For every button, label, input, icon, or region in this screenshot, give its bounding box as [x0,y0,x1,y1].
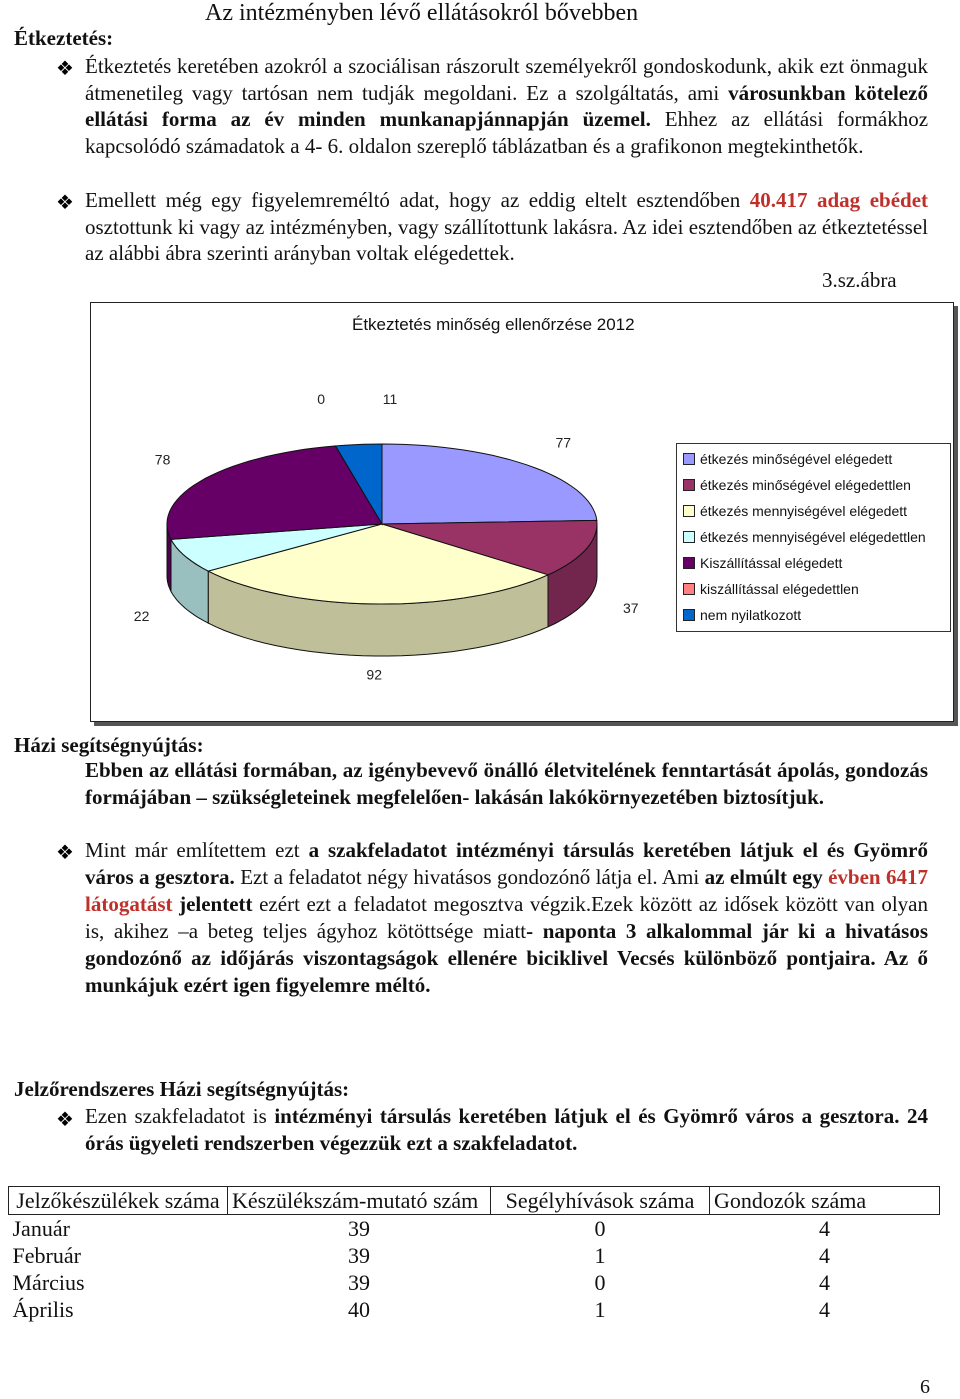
legend-swatch [683,453,695,465]
legend-swatch [683,479,695,491]
table-cell: 4 [819,1270,830,1295]
data-label: 77 [555,434,572,451]
data-label: 78 [154,451,171,468]
legend-label: Kiszállítással elégedett [700,555,843,571]
table-header-cell: Jelzőkészülékek száma [9,1187,228,1215]
legend-entry [683,477,911,493]
etkeztetes-paragraph-2: Emellett még egy figyelemreméltó adat, hogy az eddig eltelt esztendőben 40.417 adag ebédet osztottunk ki vagy az intézményben, vagy szállítottunk lakásra. Az idei esztendőben az étkeztetéssel az alábbi ábra szerinti arányban voltak elégedettek. [85,188,929,265]
bullet-icon: ❖ [56,1107,74,1131]
legend-entry [683,581,859,597]
legend-swatch [683,505,695,517]
chart-legend [676,443,951,632]
chart-title: Étkeztetés minőség ellenőrzése 2012 [352,315,635,334]
table-cell: 1 [594,1297,606,1322]
legend-entry [683,503,907,519]
data-label: 92 [366,666,382,683]
section-heading-hazi: Házi segítségnyújtás: [14,733,204,757]
section-heading-jelzo: Jelzőrendszeres Házi segítségnyújtás: [14,1077,350,1101]
table-cell: 39 [348,1270,370,1295]
legend-label: étkezés mennyiségével elégedett [700,503,908,519]
etkeztetes-paragraph-1: Étkeztetés keretében azokról a szociálisan rászorult személyekről gondoskodunk, akik ezt önmaguk átmenetileg vagy tartósan nem tudják megoldani. Ez a szolgáltatás, ami városunkban kötelező ellátási forma az év minden munkanapjánnapján üzemel. Ehhez az ellátási formákhoz kapcsolódó számadatok a 4- 6. oldalon szereplő táblázatban és a grafikonon megtekinthetők. [85,54,929,158]
bullet-icon: ❖ [56,56,74,80]
page-number: 6 [920,1376,930,1398]
table-header-cell: Gondozók száma [710,1187,940,1215]
section-heading-etkeztetes: Étkeztetés: [14,26,114,50]
table-cell: Február [12,1243,81,1268]
pie-svg [90,302,675,720]
legend-entry [683,555,842,571]
legend-entry [683,529,926,545]
bullet-icon: ❖ [56,190,74,214]
page-title: Az intézményben lévő ellátásokról bővebben [205,0,639,26]
table-header-cell: Segélyhívások száma [491,1187,710,1215]
table-row [9,1269,940,1296]
table-row [9,1296,940,1323]
table-cell: 0 [594,1270,606,1295]
legend-label: étkezés mennyiségével elégedettlen [700,529,926,545]
table-cell: 1 [594,1243,606,1268]
legend-label: étkezés minőségével elégedettlen [700,477,911,493]
data-label: 22 [133,608,150,624]
device-table [8,1186,940,1323]
table-cell: 39 [348,1243,370,1268]
table-row [9,1215,940,1243]
table-cell: 4 [819,1297,830,1322]
table-cell: 4 [819,1216,830,1241]
table-row [9,1242,940,1269]
legend-label: nem nyilatkozott [700,607,802,623]
hazi-paragraph: Mint már említettem ezt a szakfeladatot intézményi társulás keretében látjuk el és Gyömrő város a gesztora. Ezt a feladatot négy hivatásos gondozónő látja el. Ami az elmúlt egy évben 6417 látogatást jelentett ezért ezt a feladatot megosztva végzik.Ezek között az idősek között van olyan is, akihez –a beteg teljes ágyhoz kötöttsége miatt- naponta 3 alkalommal jár ki a hivatásos gondozónő az időjárás viszontagságok ellenére biciklivel Vecsés különböző pontjaira. Az ő munkájuk ezért igen figyelemre méltó. [85,838,928,997]
jelzo-paragraph: Ezen szakfeladatot is intézményi társulás keretében látjuk el és Gyömrő város a gesztora. 24 órás ügyeleti rendszerben végezzük ezt a szakfeladatot. [85,1104,929,1155]
table-header-row [9,1187,940,1215]
table-cell: 4 [819,1243,830,1268]
table-cell: 39 [348,1216,370,1241]
legend-entry [683,607,801,623]
legend-label: kiszállítással elégedettlen [700,581,859,597]
table-cell: 40 [348,1297,370,1322]
bullet-icon: ❖ [56,840,74,864]
data-label: 11 [382,391,398,407]
legend-entry [683,451,892,467]
table-cell: 0 [594,1216,606,1241]
legend-swatch [683,583,695,595]
figure-reference: 3.sz.ábra [822,268,897,292]
legend-swatch [683,609,695,621]
data-label: 37 [623,599,639,616]
table-cell: Január [12,1216,70,1241]
legend-swatch [683,531,695,543]
legend-swatch [683,557,695,569]
table-cell: Március [12,1270,85,1295]
table-header-cell: Készülékszám-mutató szám [228,1187,491,1215]
legend-label: étkezés minőségével elégedett [700,451,893,467]
data-label: 0 [317,391,326,407]
hazi-intro: Ebben az ellátási formában, az igénybevevő önálló életvitelének fenntartását ápolás, gondozás formájában – szükségleteinek megfelelően- lakásán lakókörnyezetében biztosítjuk. [85,758,928,809]
pie-slice [382,444,597,524]
table-cell: Április [12,1297,74,1322]
